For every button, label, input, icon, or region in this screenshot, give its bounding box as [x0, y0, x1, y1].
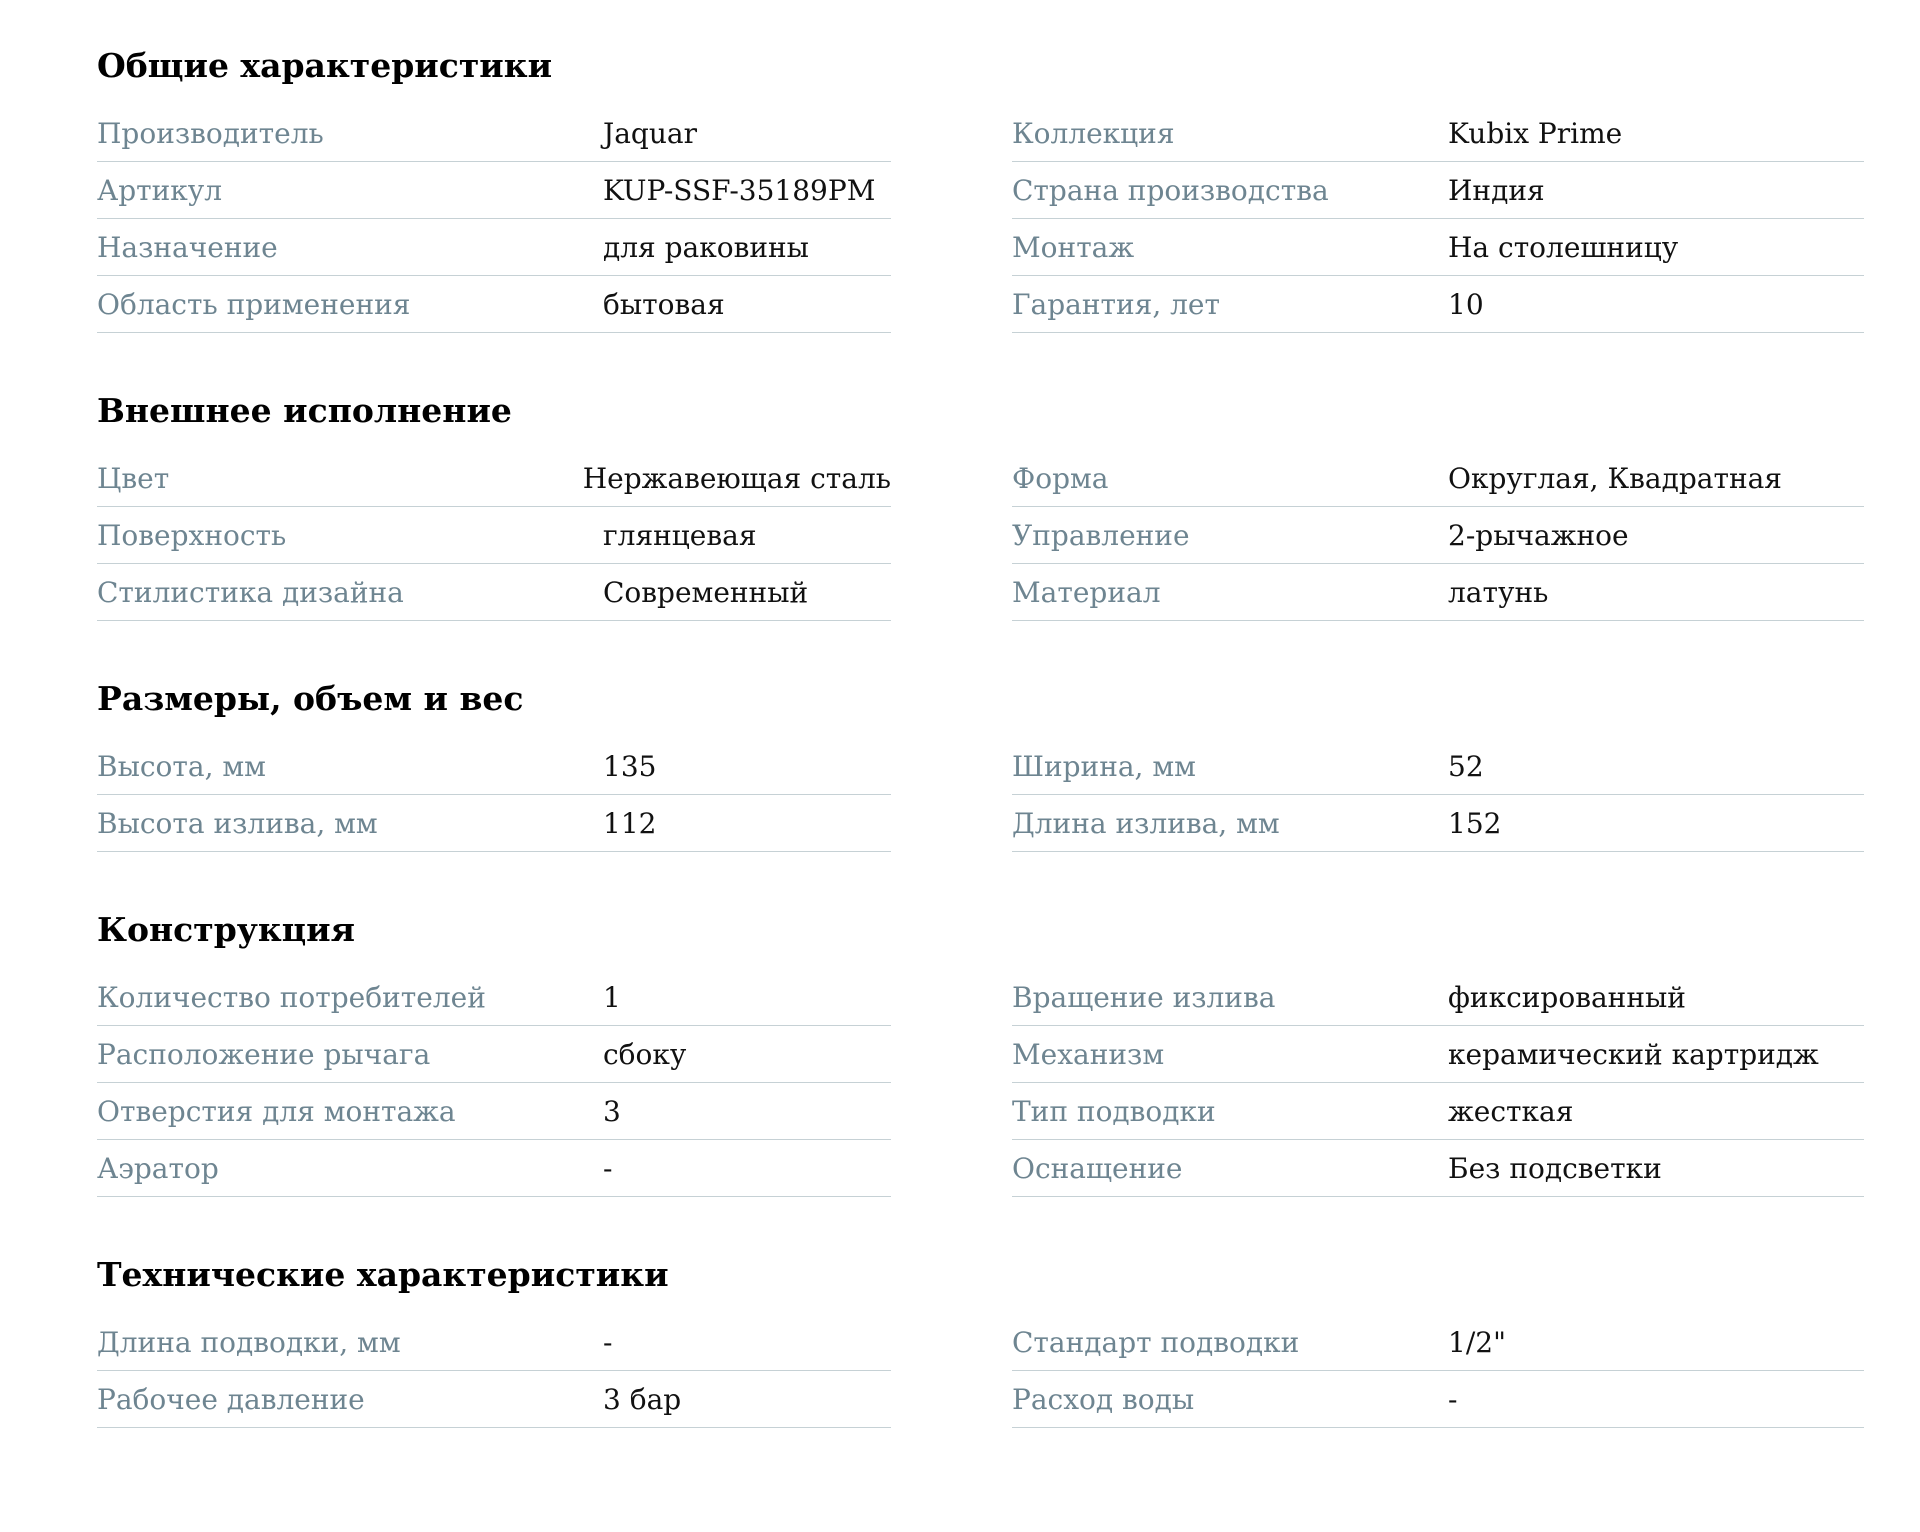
spec-value: На столешницу [1448, 230, 1679, 264]
spec-row [97, 450, 891, 507]
spec-value: Kubix Prime [1448, 116, 1623, 150]
spec-label: Рабочее давление [97, 1382, 365, 1416]
spec-row [1012, 1026, 1864, 1083]
spec-value: бытовая [603, 287, 725, 321]
spec-label: Страна производства [1012, 173, 1329, 207]
spec-value: фиксированный [1448, 980, 1686, 1014]
spec-value: 52 [1448, 749, 1484, 783]
spec-row [97, 795, 891, 852]
spec-value: латунь [1448, 575, 1549, 609]
section-appearance [97, 383, 1864, 621]
spec-label: Материал [1012, 575, 1161, 609]
spec-value: 152 [1448, 806, 1502, 840]
spec-label: Поверхность [97, 518, 287, 552]
spec-grid [97, 969, 1864, 1197]
spec-row [97, 105, 891, 162]
spec-row [97, 1083, 891, 1140]
spec-label: Расположение рычага [97, 1037, 431, 1071]
spec-label: Механизм [1012, 1037, 1165, 1071]
spec-label: Монтаж [1012, 230, 1135, 264]
spec-row [97, 1140, 891, 1197]
spec-column-left [97, 450, 891, 621]
spec-value: 2-рычажное [1448, 518, 1629, 552]
spec-value: глянцевая [603, 518, 757, 552]
spec-label: Вращение излива [1012, 980, 1276, 1014]
spec-grid [97, 738, 1864, 852]
section-dimensions [97, 671, 1864, 852]
spec-value: Jaquar [603, 116, 697, 150]
spec-label: Длина излива, мм [1012, 806, 1280, 840]
spec-row [1012, 162, 1864, 219]
spec-value: керамический картридж [1448, 1037, 1819, 1071]
spec-row [97, 738, 891, 795]
spec-grid [97, 105, 1864, 333]
spec-label: Коллекция [1012, 116, 1175, 150]
spec-value: Нержавеющая сталь [582, 461, 891, 495]
spec-value: 10 [1448, 287, 1484, 321]
spec-row [1012, 564, 1864, 621]
spec-column-left [97, 738, 891, 852]
section-general [97, 38, 1864, 333]
section-construction [97, 902, 1864, 1197]
spec-label: Высота излива, мм [97, 806, 378, 840]
spec-row [1012, 219, 1864, 276]
spec-column-right [1012, 450, 1864, 621]
spec-value: 3 бар [603, 1382, 682, 1416]
spec-value: жесткая [1448, 1094, 1574, 1128]
spec-value: 1/2" [1448, 1325, 1506, 1359]
spec-value: - [1448, 1382, 1458, 1416]
spec-label: Артикул [97, 173, 223, 207]
spec-row [97, 969, 891, 1026]
spec-row [1012, 507, 1864, 564]
section-title: Размеры, объем и вес [97, 679, 524, 718]
spec-grid [97, 1314, 1864, 1428]
spec-column-left [97, 969, 891, 1197]
spec-label: Оснащение [1012, 1151, 1183, 1185]
spec-row [1012, 1314, 1864, 1371]
spec-row [97, 219, 891, 276]
spec-label: Производитель [97, 116, 324, 150]
spec-label: Область применения [97, 287, 411, 321]
spec-value: сбоку [603, 1037, 687, 1071]
spec-row [97, 162, 891, 219]
spec-row [1012, 1140, 1864, 1197]
spec-label: Длина подводки, мм [97, 1325, 401, 1359]
spec-row [1012, 969, 1864, 1026]
spec-row [97, 1314, 891, 1371]
spec-row [1012, 1083, 1864, 1140]
spec-value: Индия [1448, 173, 1545, 207]
spec-label: Отверстия для монтажа [97, 1094, 456, 1128]
spec-label: Тип подводки [1012, 1094, 1216, 1128]
spec-column-right [1012, 1314, 1864, 1428]
spec-row [97, 507, 891, 564]
spec-value: Округлая, Квадратная [1448, 461, 1782, 495]
spec-row [97, 276, 891, 333]
spec-row [97, 1371, 891, 1428]
section-title: Технические характеристики [97, 1255, 669, 1294]
spec-label: Гарантия, лет [1012, 287, 1220, 321]
spec-label: Стилистика дизайна [97, 575, 404, 609]
spec-column-right [1012, 738, 1864, 852]
spec-label: Аэратор [97, 1151, 219, 1185]
spec-row [1012, 276, 1864, 333]
spec-row [97, 1026, 891, 1083]
spec-value: - [603, 1151, 613, 1185]
spec-row [1012, 1371, 1864, 1428]
spec-label: Расход воды [1012, 1382, 1195, 1416]
spec-label: Стандарт подводки [1012, 1325, 1300, 1359]
spec-row [97, 564, 891, 621]
spec-column-right [1012, 105, 1864, 333]
spec-row [1012, 450, 1864, 507]
spec-column-left [97, 1314, 891, 1428]
spec-label: Назначение [97, 230, 278, 264]
spec-label: Высота, мм [97, 749, 266, 783]
spec-value: 112 [603, 806, 657, 840]
spec-label: Цвет [97, 461, 170, 495]
spec-value: Современный [603, 575, 809, 609]
spec-label: Количество потребителей [97, 980, 486, 1014]
spec-column-right [1012, 969, 1864, 1197]
section-title: Внешнее исполнение [97, 391, 512, 430]
spec-value: 3 [603, 1094, 621, 1128]
spec-label: Управление [1012, 518, 1190, 552]
spec-value: для раковины [603, 230, 809, 264]
spec-value: 135 [603, 749, 657, 783]
spec-row [1012, 738, 1864, 795]
section-title: Конструкция [97, 910, 355, 949]
spec-row [1012, 105, 1864, 162]
section-title: Общие характеристики [97, 46, 553, 85]
spec-value: KUP-SSF-35189PM [603, 173, 876, 207]
spec-label: Форма [1012, 461, 1109, 495]
spec-grid [97, 450, 1864, 621]
spec-label: Ширина, мм [1012, 749, 1196, 783]
spec-row [1012, 795, 1864, 852]
section-technical [97, 1247, 1864, 1428]
spec-value: 1 [603, 980, 621, 1014]
spec-value: Без подсветки [1448, 1151, 1662, 1185]
spec-column-left [97, 105, 891, 333]
spec-value: - [603, 1325, 613, 1359]
